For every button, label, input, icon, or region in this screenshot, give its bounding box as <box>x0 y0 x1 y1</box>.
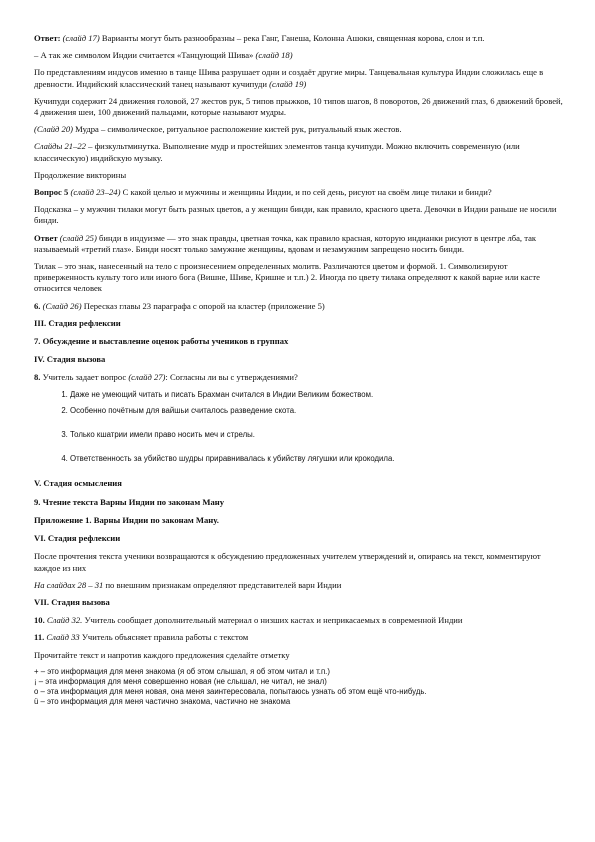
heading-stage-challenge-4: IV. Стадия вызова <box>34 354 106 365</box>
paragraph-after-reading: После прочтения текста ученики возвращаются к обсуждению предложенных учителем утверждений и, опираясь на текст, комментируют каждое из них <box>34 551 541 573</box>
paragraph-item-10 <box>34 615 564 626</box>
paragraph-text: Пересказ главы 23 параграфа с опорой на кластер (приложение 5) <box>81 300 325 311</box>
paragraph-text: – А так же символом Индии считается «Танцующий Шива» <box>34 50 254 61</box>
paragraph-fizkult <box>34 141 564 163</box>
paragraph-answer-slide-17 <box>34 33 564 44</box>
list-item: 2. Особенно почётным для вайшьи считалось разведение скота. <box>70 406 564 416</box>
paragraph-slides-28-31 <box>34 580 564 591</box>
item-number: 10. <box>34 615 45 626</box>
question-label: Вопрос 5 <box>34 187 69 198</box>
slide-ref: (слайд 17) <box>60 33 100 43</box>
paragraph-text: С какой целью и мужчины и женщины Индии, и по сей день, рисуют на своём лице тилаки и бинди? <box>120 187 492 198</box>
slide-ref: (слайд 19) <box>267 78 307 89</box>
heading-stage-challenge-7: VII. Стадия вызова <box>34 596 110 607</box>
paragraph-tilak: Тилак – это знак, нанесенный на тело с произнесением определенных молитв. Различаются цветом и формой. 1. Символизируют приверженность культу того или иного бога (Вишне, Шиве, Кришне и т.п.) 2. Иногда по цвету тилака определяют к какой варне или касте относится человек <box>34 261 540 294</box>
heading-stage-reflection-6: VI. Стадия рефлексии <box>34 533 121 544</box>
mark-partial: ü – это информация для меня частично знакома, частично не знакома <box>34 697 291 707</box>
paragraph-answer-slide-25 <box>34 233 564 255</box>
paragraph-kuchipudi: Кучипуди содержит 24 движения головой, 27 жестов рук, 5 типов прыжков, 10 типов шагов, 8 поворотов, 26 движений глаз, 6 движений бровей, 4 движения шеи, 100 движений пальцами, которые называют мудры. <box>34 95 563 118</box>
slide-ref: (Слайд 20) <box>34 124 73 135</box>
answer-label: Ответ: <box>34 33 61 43</box>
heading-appendix-1: Приложение 1. Варны Индии по законам Ману. <box>34 514 219 525</box>
paragraph-text: Учитель задает вопрос <box>40 372 127 383</box>
paragraph-text: бинди в индуизме — это знак правды, цветная точка, как правило красная, которую индианки рисуют в центре лба, так называемый «третий глаз». Бинди носят только замужние женщины, вдовам и незамужним запрещено носить бинди. <box>34 232 537 254</box>
paragraph-text: : Согласны ли вы с утверждениями? <box>165 372 298 383</box>
paragraph-shiva <box>34 50 564 61</box>
paragraph-text: – физкультминутка. Выполнение мудр и простейших элементов танца кучипуди. Можно включить современную (или классическую) индийскую музыку. <box>34 141 520 163</box>
list-item: 4. Ответственность за убийство шудры приравнивалась к убийству лягушки или крокодила. <box>70 454 564 464</box>
mark-known: + – это информация для меня знакома (я об этом слышал, я об этом читал и т.п.) <box>34 666 330 676</box>
document-page <box>34 33 564 708</box>
answer-label: Ответ <box>34 232 58 243</box>
slide-ref: Слайд 33 <box>44 632 80 643</box>
slide-ref: (слайд 27) <box>126 372 166 383</box>
paragraph-text: По представлениям индусов именно в танце Шива разрушает одни и создаёт другие миры. Танцевальная культура Индии сложилась еще в древности. Индийский классический танец называют кучипуди <box>34 67 544 89</box>
mark-interesting: o – эта информация для меня новая, она меня заинтересовала, попытаюсь узнать об этом ещё что-нибудь. <box>34 687 427 697</box>
statements-list <box>34 390 564 465</box>
paragraph-text: Учитель сообщает дополнительный материал о низших кастах и неприкасаемых в современной Индии <box>82 615 463 626</box>
item-number: 11. <box>34 632 45 643</box>
paragraph-hint: Подсказка – у мужчин тилаки могут быть разных цветов, а у женщин бинди, как правило, красного цвета. Девочки в Индии раньше не носили бинди. <box>34 204 557 226</box>
list-item: 3. Только кшатрии имели право носить меч и стрелы. <box>70 430 564 440</box>
heading-stage-comprehension-5: V. Стадия осмысления <box>34 478 122 489</box>
paragraph-question-5 <box>34 187 564 198</box>
mark-new: ¡ – эта информация для меня совершенно новая (не слышал, не читал, не знал) <box>34 676 327 686</box>
list-item: 1. Даже не умеющий читать и писать Брахман считался в Индии Великим божеством. <box>70 390 564 400</box>
paragraph-text: Мудра – символическое, ритуальное расположение кистей рук, ритуальный язык жестов. <box>73 124 402 135</box>
paragraph-instructions: Прочитайте текст и напротив каждого предложения сделайте отметку <box>34 649 290 660</box>
slide-ref: (Слайд 26) <box>40 300 82 311</box>
heading-stage-reflection-3: III. Стадия рефлексии <box>34 317 121 328</box>
marks-legend <box>34 667 564 708</box>
paragraph-dance <box>34 67 564 89</box>
slide-ref: (слайд 23–24) <box>68 187 121 198</box>
heading-discussion-7: 7. Обсуждение и выставление оценок работы учеников в группах <box>34 336 289 347</box>
item-number: 6. <box>34 300 41 311</box>
paragraph-item-6 <box>34 301 564 312</box>
heading-reading-9: 9. Чтение текста Варны Индии по законам Ману <box>34 496 225 507</box>
paragraph-text: Варианты могут быть разнообразны – река Ганг, Ганеша, Колонна Ашоки, священная корова, слон и т.п. <box>99 33 485 43</box>
slide-ref: Слайд 32. <box>44 615 83 626</box>
paragraph-quiz-continue: Продолжение викторины <box>34 169 127 180</box>
slide-ref: На слайдах 28 – 31 <box>34 579 104 590</box>
paragraph-text: Учитель объясняет правила работы с текстом <box>79 632 249 643</box>
slide-ref: (слайд 18) <box>253 50 293 61</box>
paragraph-text: по внешним признакам определяют представителей варн Индии <box>103 579 342 590</box>
slide-ref: (слайд 25) <box>57 232 97 243</box>
paragraph-item-8 <box>34 372 564 383</box>
slide-ref: Слайды 21–22 <box>34 141 86 152</box>
paragraph-item-11 <box>34 632 564 643</box>
item-number: 8. <box>34 372 41 383</box>
paragraph-mudra <box>34 124 564 135</box>
